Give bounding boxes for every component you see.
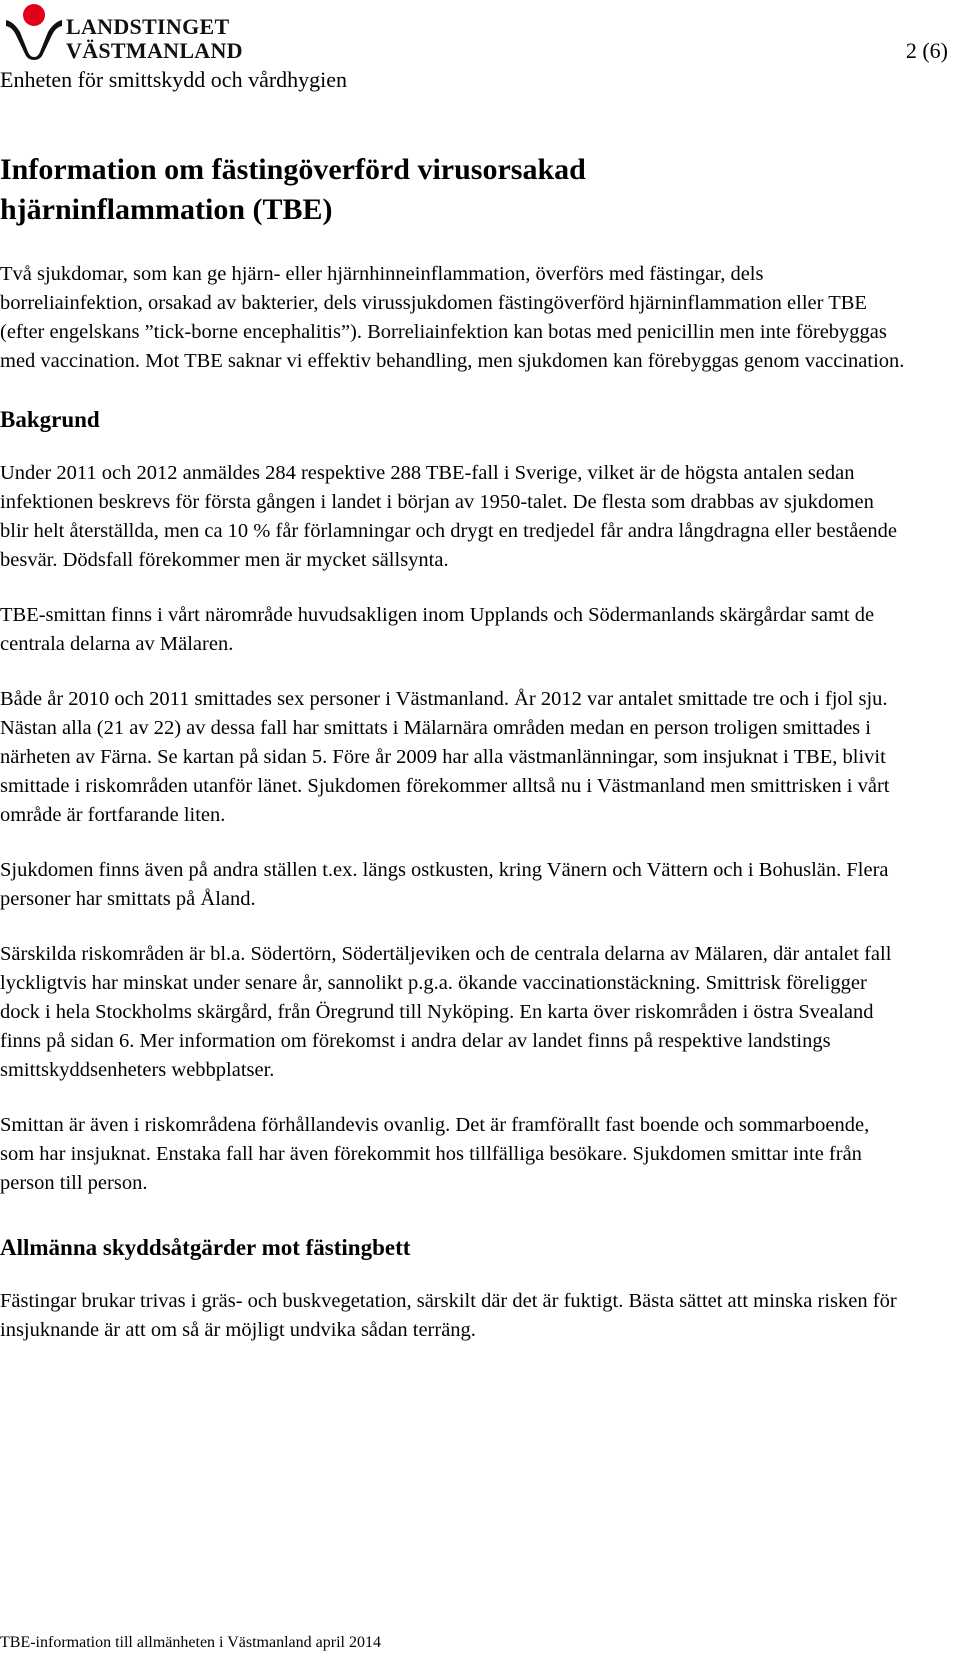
paragraph: Smittan är även i riskområdena förhållandevis ovanlig. Det är framförallt fast boende och sommarboende, som har insjuknat. Enstaka fall har även förekommit hos tillfälliga besökare. Sjukdomen smittar inte från person till person. (0, 1114, 870, 1194)
section-heading-bakgrund: Bakgrund (0, 407, 100, 432)
title-line1: Information om fästingöverförd virusorsakad (0, 153, 586, 186)
logo-text (66, 15, 243, 63)
paragraph: Under 2011 och 2012 anmäldes 284 respektive 288 TBE-fall i Sverige, vilket är de högsta antalen sedan infektionen beskrevs för första gången i landet i början av 1950-talet. De flesta som drabbas av sjukdomen blir helt återställda, men ca 10 % får förlamningar och drygt en tredjedel får andra långdragna eller bestående besvär. Dödsfall förekommer men är mycket sällsynta. (0, 462, 898, 571)
document-title (0, 150, 905, 230)
section-heading-skyddsatgarder: Allmänna skyddsåtgärder mot fästingbett (0, 1235, 411, 1260)
document-body (0, 150, 905, 1345)
paragraph: Sjukdomen finns även på andra ställen t.ex. längs ostkusten, kring Vänern och Vättern och i Bohuslän. Flera personer har smittats på Åland. (0, 859, 889, 910)
paragraph: Särskilda riskområden är bl.a. Södertörn, Södertäljeviken och de centrala delarna av Mälaren, där antalet fall lyckligtvis har minskat under senare år, sannolikt p.g.a. ökande vaccinationstäckning. Smittrisk föreligger dock i hela Stockholms skärgård, från Öregrund till Nyköping. En karta över riskområden i östra Svealand finns på sidan 6. Mer information om förekomst i andra delar av landet finns på respektive landstings smittskyddsenheters webbplatser. (0, 943, 892, 1081)
logo-line2: VÄSTMANLAND (66, 38, 243, 63)
title-line2: hjärninflammation (TBE) (0, 193, 333, 226)
paragraph: Både år 2010 och 2011 smittades sex personer i Västmanland. År 2012 var antalet smittade tre och i fjol sju. Nästan alla (21 av 22) av dessa fall har smittats i Mälarnära områden medan en person troligen smittades i närheten av Färna. Se kartan på sidan 5. Före år 2009 har alla västmanlänningar, som insjuknat i TBE, blivit smittade i riskområden utanför länet. Sjukdomen förekommer alltså nu i Västmanland men smittrisken i vårt område är fortfarande liten. (0, 688, 890, 826)
footer-text: TBE-information till allmänheten i Västmanland april 2014 (0, 1634, 381, 1651)
landstinget-logo (4, 2, 243, 63)
paragraph: Fästingar brukar trivas i gräs- och buskvegetation, särskilt där det är fuktigt. Bästa sättet att minska risken för insjuknande är att om så är möjligt undvika sådan terräng. (0, 1290, 897, 1341)
intro-paragraph: Två sjukdomar, som kan ge hjärn- eller hjärnhinneinflammation, överförs med fästingar, dels borreliainfektion, orsakad av bakterier, dels virussjukdomen fästingöverförd hjärninflammation eller TBE (efter engelskans ”tick-borne encephalitis”). Borreliainfektion kan botas med penicillin men inte förebyggas med vaccination. Mot TBE saknar vi effektiv behandling, men sjukdomen kan förebyggas genom vaccination. (0, 263, 905, 372)
logo-line1: LANDSTINGET (66, 14, 230, 39)
page-number: 2 (6) (905, 38, 948, 63)
paragraph: TBE-smittan finns i vårt närområde huvudsakligen inom Upplands och Södermanlands skärgårdar samt de centrala delarna av Mälaren. (0, 604, 875, 655)
unit-name: Enheten för smittskydd och vårdhygien (0, 67, 348, 92)
logo-figure-icon (4, 2, 64, 60)
